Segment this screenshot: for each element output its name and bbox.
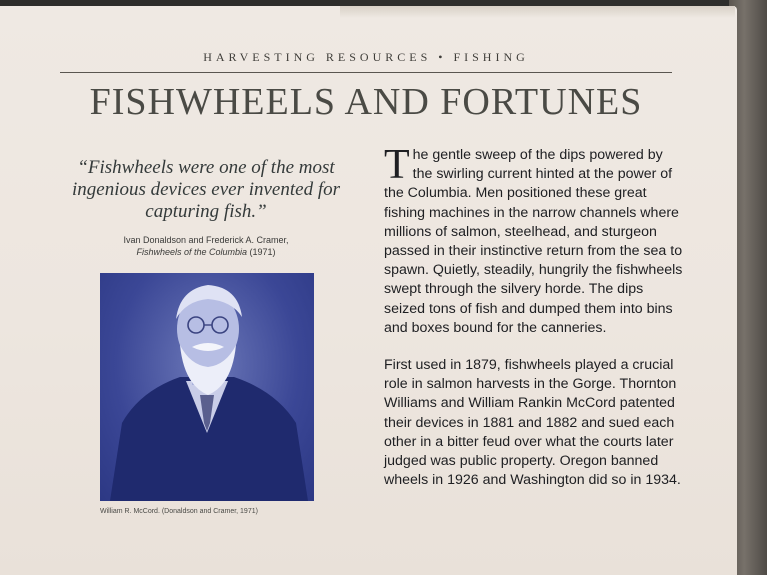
citation-year: (1971) bbox=[247, 247, 276, 257]
heading-rule bbox=[60, 72, 672, 73]
citation-authors: Ivan Donaldson and Frederick A. Cramer, bbox=[123, 235, 289, 245]
portrait-illustration bbox=[100, 273, 314, 501]
drop-cap: T bbox=[384, 142, 410, 188]
portrait-photo bbox=[100, 273, 314, 501]
paragraph-2: First used in 1879, fishwheels played a crucial role in salmon harvests in the Gorge. Thornton Williams and William Rankin McCord patented their devices in 1881 and 1882 and sued each other in a bitter feud over what the courts later judged was public property. Oregon banned wheels in 1926 and Washington did so in 1934. bbox=[384, 357, 681, 489]
quote-citation bbox=[90, 234, 322, 258]
sign-body-text bbox=[384, 142, 684, 508]
sign-title: FISHWHEELS AND FORTUNES bbox=[89, 81, 643, 123]
pull-quote: “Fishwheels were one of the most ingenious devices ever invented for capturing fish.” bbox=[71, 157, 340, 222]
panel-weathering bbox=[340, 6, 735, 18]
paragraph-1 bbox=[384, 142, 684, 338]
citation-book-line bbox=[90, 246, 322, 258]
citation-book-title: Fishwheels of the Columbia bbox=[136, 247, 248, 257]
section-heading: HARVESTING RESOURCES • FISHING bbox=[203, 50, 529, 64]
paragraph-1-text: he gentle sweep of the dips powered by the swirling current hinted at the power of the Columbia. Men positioned these great fishing machines in the narrow channels where millions of salmon, steelhead, and sturgeon passed in their instinctive return from the sea to spawn. Quietly, steadily, hungrily the fishwheels swept through the silvery horde. The dips seized tons of fish and dumped them into bins and boxes bound for the canneries. bbox=[384, 147, 683, 336]
photo-caption: William R. McCord. (Donaldson and Cramer, 1971) bbox=[100, 508, 258, 515]
